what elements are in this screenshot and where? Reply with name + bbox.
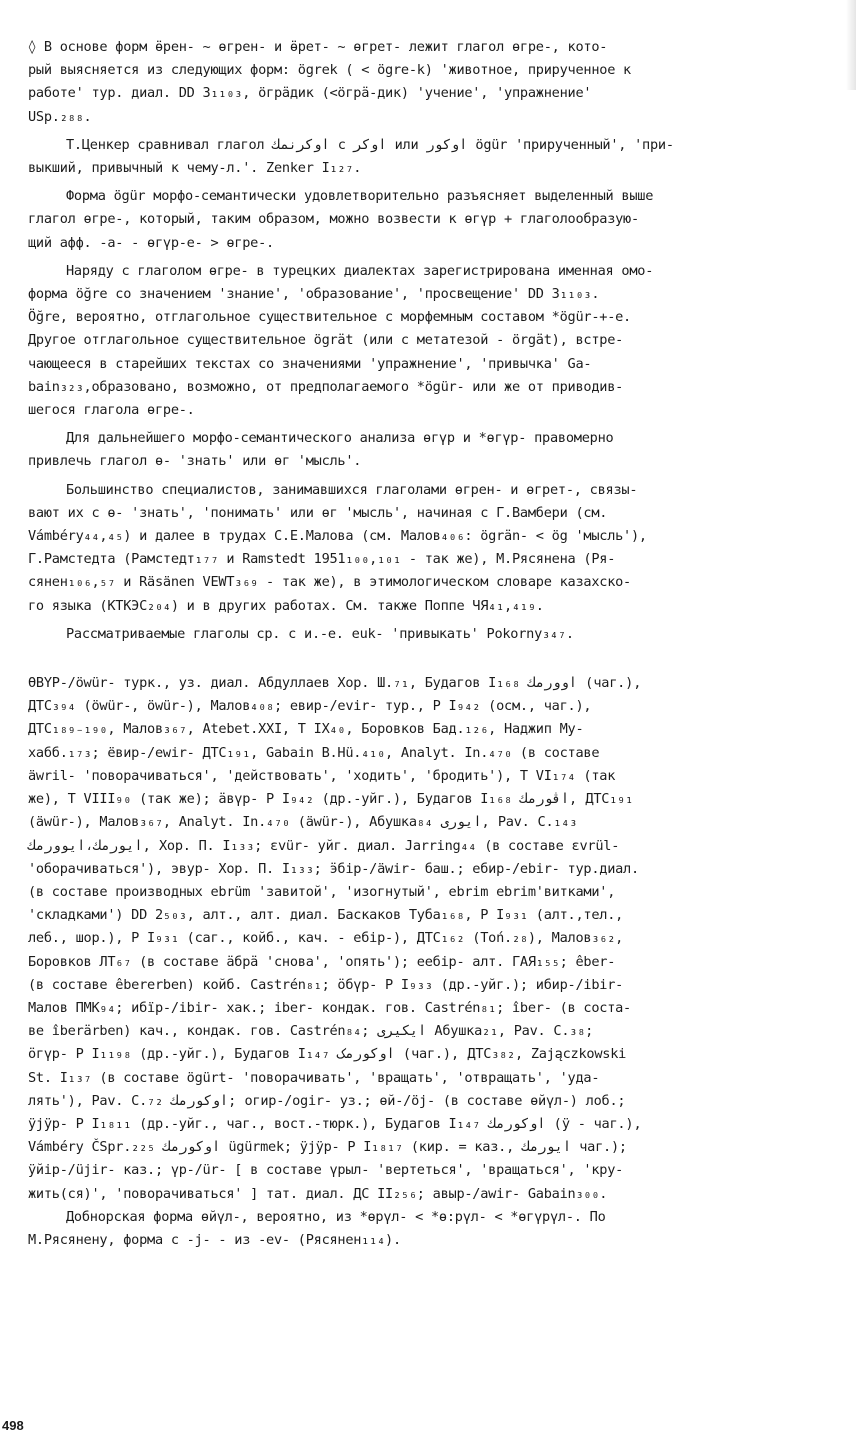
- entry-line: St. I₁₃₇ (в составе ögürt- 'поворачивать', 'вращать', 'отвращать', 'уда-: [28, 1069, 600, 1086]
- entry-line: (äwür-), Малов₃₆₇, Analyt. In.₄₇₀ (äwür-), Абушка₈₄ ايورى, Pav. C.₁₄₃: [28, 814, 578, 831]
- entry-line: ДТС₃₉₄ (öwür-, öwür-), Малов₄₀₈; евир-/evir- тур., Р I₉₄₂ (осм., чаг.),: [28, 698, 592, 715]
- page-number: 498: [2, 1418, 24, 1433]
- entry-line: äwril- 'поворачиваться', 'действовать', 'ходить', 'бродить'), Т VI₁₇₄ (так: [28, 767, 616, 784]
- paragraph: [28, 36, 836, 129]
- text-line: щий афф. -а- - өгүр-е- > өгре-.: [28, 234, 274, 251]
- text-line: ◊ В основе форм ӫрен- ~ өгрен- и ӫрет- ~ өгрет- лежит глагол өгре-, кото-: [28, 39, 608, 55]
- text-line: выкший, привычный к чему-л.'. Zenker I₁₂₇.: [28, 160, 362, 177]
- entry-line: же), T VIII₉₀ (так же); ӓвүр- Р I₉₄₂ (др.-уйг.), Будагов I₁₆₈ اڤورمك, ДТС₁₉₁: [28, 791, 634, 808]
- entry-line: ايورمك،ايوورمك, Хор. П. I₁₃₃; εvür- уйг. диал. Jarring₄₄ (в составе εvrül-: [28, 837, 620, 854]
- entry-line: ӧгүр- Р I₁₁₉₈ (др.-уйг.), Будагов I₁₄₇ اوکورمک (чаг.), ДТС₃₈₂, Zajączkowski: [28, 1046, 627, 1063]
- text-line: Г.Рамстедта (Рамстедт₁₇₇ и Ramstedt 1951₁₀₀,₁₀₁ - так же), М.Рясянена (Ря-: [28, 551, 616, 568]
- entry-line: 'оборачиваться'), эвур- Хор. П. I₁₃₃; ӭбiр-/äwir- баш.; ебир-/ebir- тур.диал.: [28, 860, 639, 877]
- text-line: USp.₂₈₈.: [28, 108, 92, 125]
- entry-line: ве îberӓrben) кач., кондак. гов. Castrén₈₄; ايكيرى Абушка₂₁, Pav. C.₃₈;: [28, 1023, 594, 1040]
- entry-line: (в составе производных ebrüm 'завитой', 'изогнутый', ebrim ebrim'витками',: [28, 883, 616, 900]
- text-line: Форма ögür морфо-семантически удовлетворительно разъясняет выделенный выше: [66, 188, 654, 205]
- entry-line: жить(ся)', 'поворачиваться' ] тат. диал. ДС II₂₅₆; авыр-/awir- Gabain₃₀₀.: [28, 1185, 608, 1202]
- entry-line: М.Рясянену, форма с -j- - из -ev- (Рясянен₁₁₄).: [28, 1231, 401, 1248]
- text-line: Другое отглагольное существительное ögrӓt (или с метатезой - örgӓt), встре-: [28, 332, 624, 349]
- text-line: Для дальнейшего морфо-семантического анализа өгүр и *өгүр- правомерно: [66, 430, 614, 447]
- entry-line: ДТС₁₈₉₋₁₉₀, Малов₃₆₇, Atebet.XXI, T IX₄₀, Боровков Бад.₁₂₆, Наджип Му-: [28, 721, 584, 738]
- text-line: привлечь глагол ө- 'знать' или өг 'мысль'.: [28, 453, 362, 470]
- text-line: форма öğre со значением 'знание', 'образование', 'просвещение' DD 3₁₁₀₃.: [28, 286, 600, 303]
- text-line: глагол өгре-, который, таким образом, можно возвести к өгүр + глаголообразую-: [28, 211, 639, 228]
- entry-line: ӱйір-/üjir- каз.; үр-/ür- [ в составе үрыл- 'вертеться', 'вращаться', 'кру-: [28, 1162, 624, 1179]
- scan-edge-shadow: [846, 0, 856, 90]
- text-line: Т.Ценкер сравнивал глагол اوكرنمك с اوكر или اوكور ögür 'прирученный', 'при-: [66, 136, 674, 153]
- paragraph: [28, 623, 836, 646]
- entry-line: хабб.₁₇₃; ёвир-/ewir- ДТС₁₉₁, Gabain B.Hü.₄₁₀, Analyt. In.₄₇₀ (в составе: [28, 744, 600, 761]
- text-line: шегося глагола өгре-.: [28, 402, 195, 419]
- text-line: Öğre, вероятно, отглагольное существительное с морфемным составом *ögür-+-е.: [28, 309, 631, 326]
- text-line: Vámbéry₄₄,₄₅) и далее в трудах С.Е.Малова (см. Малов₄₀₆: ögrӓn- < ög 'мысль'),: [28, 528, 647, 545]
- entry-line: (в составе êbererben) койб. Castrén₈₁; ӧбүр- Р I₉₃₃ (др.-уйг.); ибир-/ibir-: [28, 976, 624, 993]
- text-line: сянен₁₀₆,₅₇ и Räsänen VEWT₃₆₉ - так же), в этимологическом словаре казахско-: [28, 574, 631, 591]
- entry-line: ӨВҮР-/öwür- турк., уз. диал. Абдуллаев Хор. Ш.₇₁, Будагов I₁₆₈ اوورمك (чаг.),: [28, 675, 642, 692]
- text-line: Наряду с глаголом өгре- в турецких диалектах зарегистрирована именная омо-: [66, 262, 654, 279]
- paragraph: [28, 427, 836, 473]
- entry-line: ӱјӱр- Р I₁₈₁₁ (др.-уйг., чаг., вост.-тюрк.), Будагов I₁₄₇ اوکورمك (ӱ - чаг.),: [28, 1115, 642, 1132]
- entry-line: Боровков ЛТ₆₇ (в составе ӓбрӓ 'снова', 'опять'); еебір- алт. ГАЯ₁₅₅; êber-: [28, 953, 616, 970]
- entry-line: Vámbéry ČSpr.₂₂₅ اوكورمك ügürmek; ӱјӱр- Р I₁₈₁₇ (кир. = каз., ايورمك чаг.);: [28, 1139, 627, 1156]
- entry-paragraph: [28, 672, 836, 1252]
- text-line: рый выясняется из следующих форм: ögrek ( < ögre-k) 'животное, прирученное к: [28, 62, 631, 79]
- text-line: го языка (КТКЭС₂₀₄) и в других работах. См. также Поппе ЧЯ₄₁,₄₁₉.: [28, 597, 544, 614]
- entry-line: лять'), Pav. C.₇₂ اوكورمك; огир-/ogir- уз.; өй-/öj- (в составе өйүл-) лоб.;: [28, 1092, 626, 1109]
- entry-line: 'складками') DD 2₅₀₃, алт., алт. диал. Баскаков Туба₁₆₈, Р I₉₃₁ (алт.,тел.,: [28, 907, 624, 924]
- etymology-entry: [28, 672, 836, 1252]
- text-line: bain₃₂₃,образовано, возможно, от предполагаемого *ögür- или же от приводив-: [28, 378, 624, 395]
- paragraph: [28, 185, 836, 255]
- entry-line: Добнорская форма өйүл-, вероятно, из *өрүл- < *ө:рүл- < *өгүрүл-. По: [66, 1208, 606, 1225]
- main-text: [28, 36, 836, 646]
- text-line: Рассматриваемые глаголы ср. с и.-е. euk- 'привыкать' Pokorny₃₄₇.: [66, 625, 574, 642]
- entry-line: леб., шор.), Р I₉₃₁ (саг., койб., кач. - ебір-), ДТС₁₆₂ (Тоń.₂₈), Малов₃₆₂,: [28, 930, 624, 947]
- entry-line: Малов ПМК₉₄; ибїр-/ibir- хак.; iber- кондак. гов. Castrén₈₁; îber- (в соста-: [28, 999, 631, 1016]
- text-line: вают их с ө- 'знать', 'понимать' или өг 'мысль', начиная с Г.Вамбери (см.: [28, 504, 608, 521]
- text-line: работе' тур. диал. DD 3₁₁₀₃, öгрӓдик (<öгрӓ-дик) 'учение', 'упражнение': [28, 85, 592, 102]
- paragraph: [28, 260, 836, 422]
- text-line: Большинство специалистов, занимавшихся глаголами өгрен- и өгрет-, связы-: [66, 481, 638, 498]
- text-line: чающееся в старейших текстах со значениями 'упражнение', 'привычка' Ga-: [28, 355, 592, 372]
- paragraph: [28, 479, 836, 618]
- paragraph: [28, 134, 836, 180]
